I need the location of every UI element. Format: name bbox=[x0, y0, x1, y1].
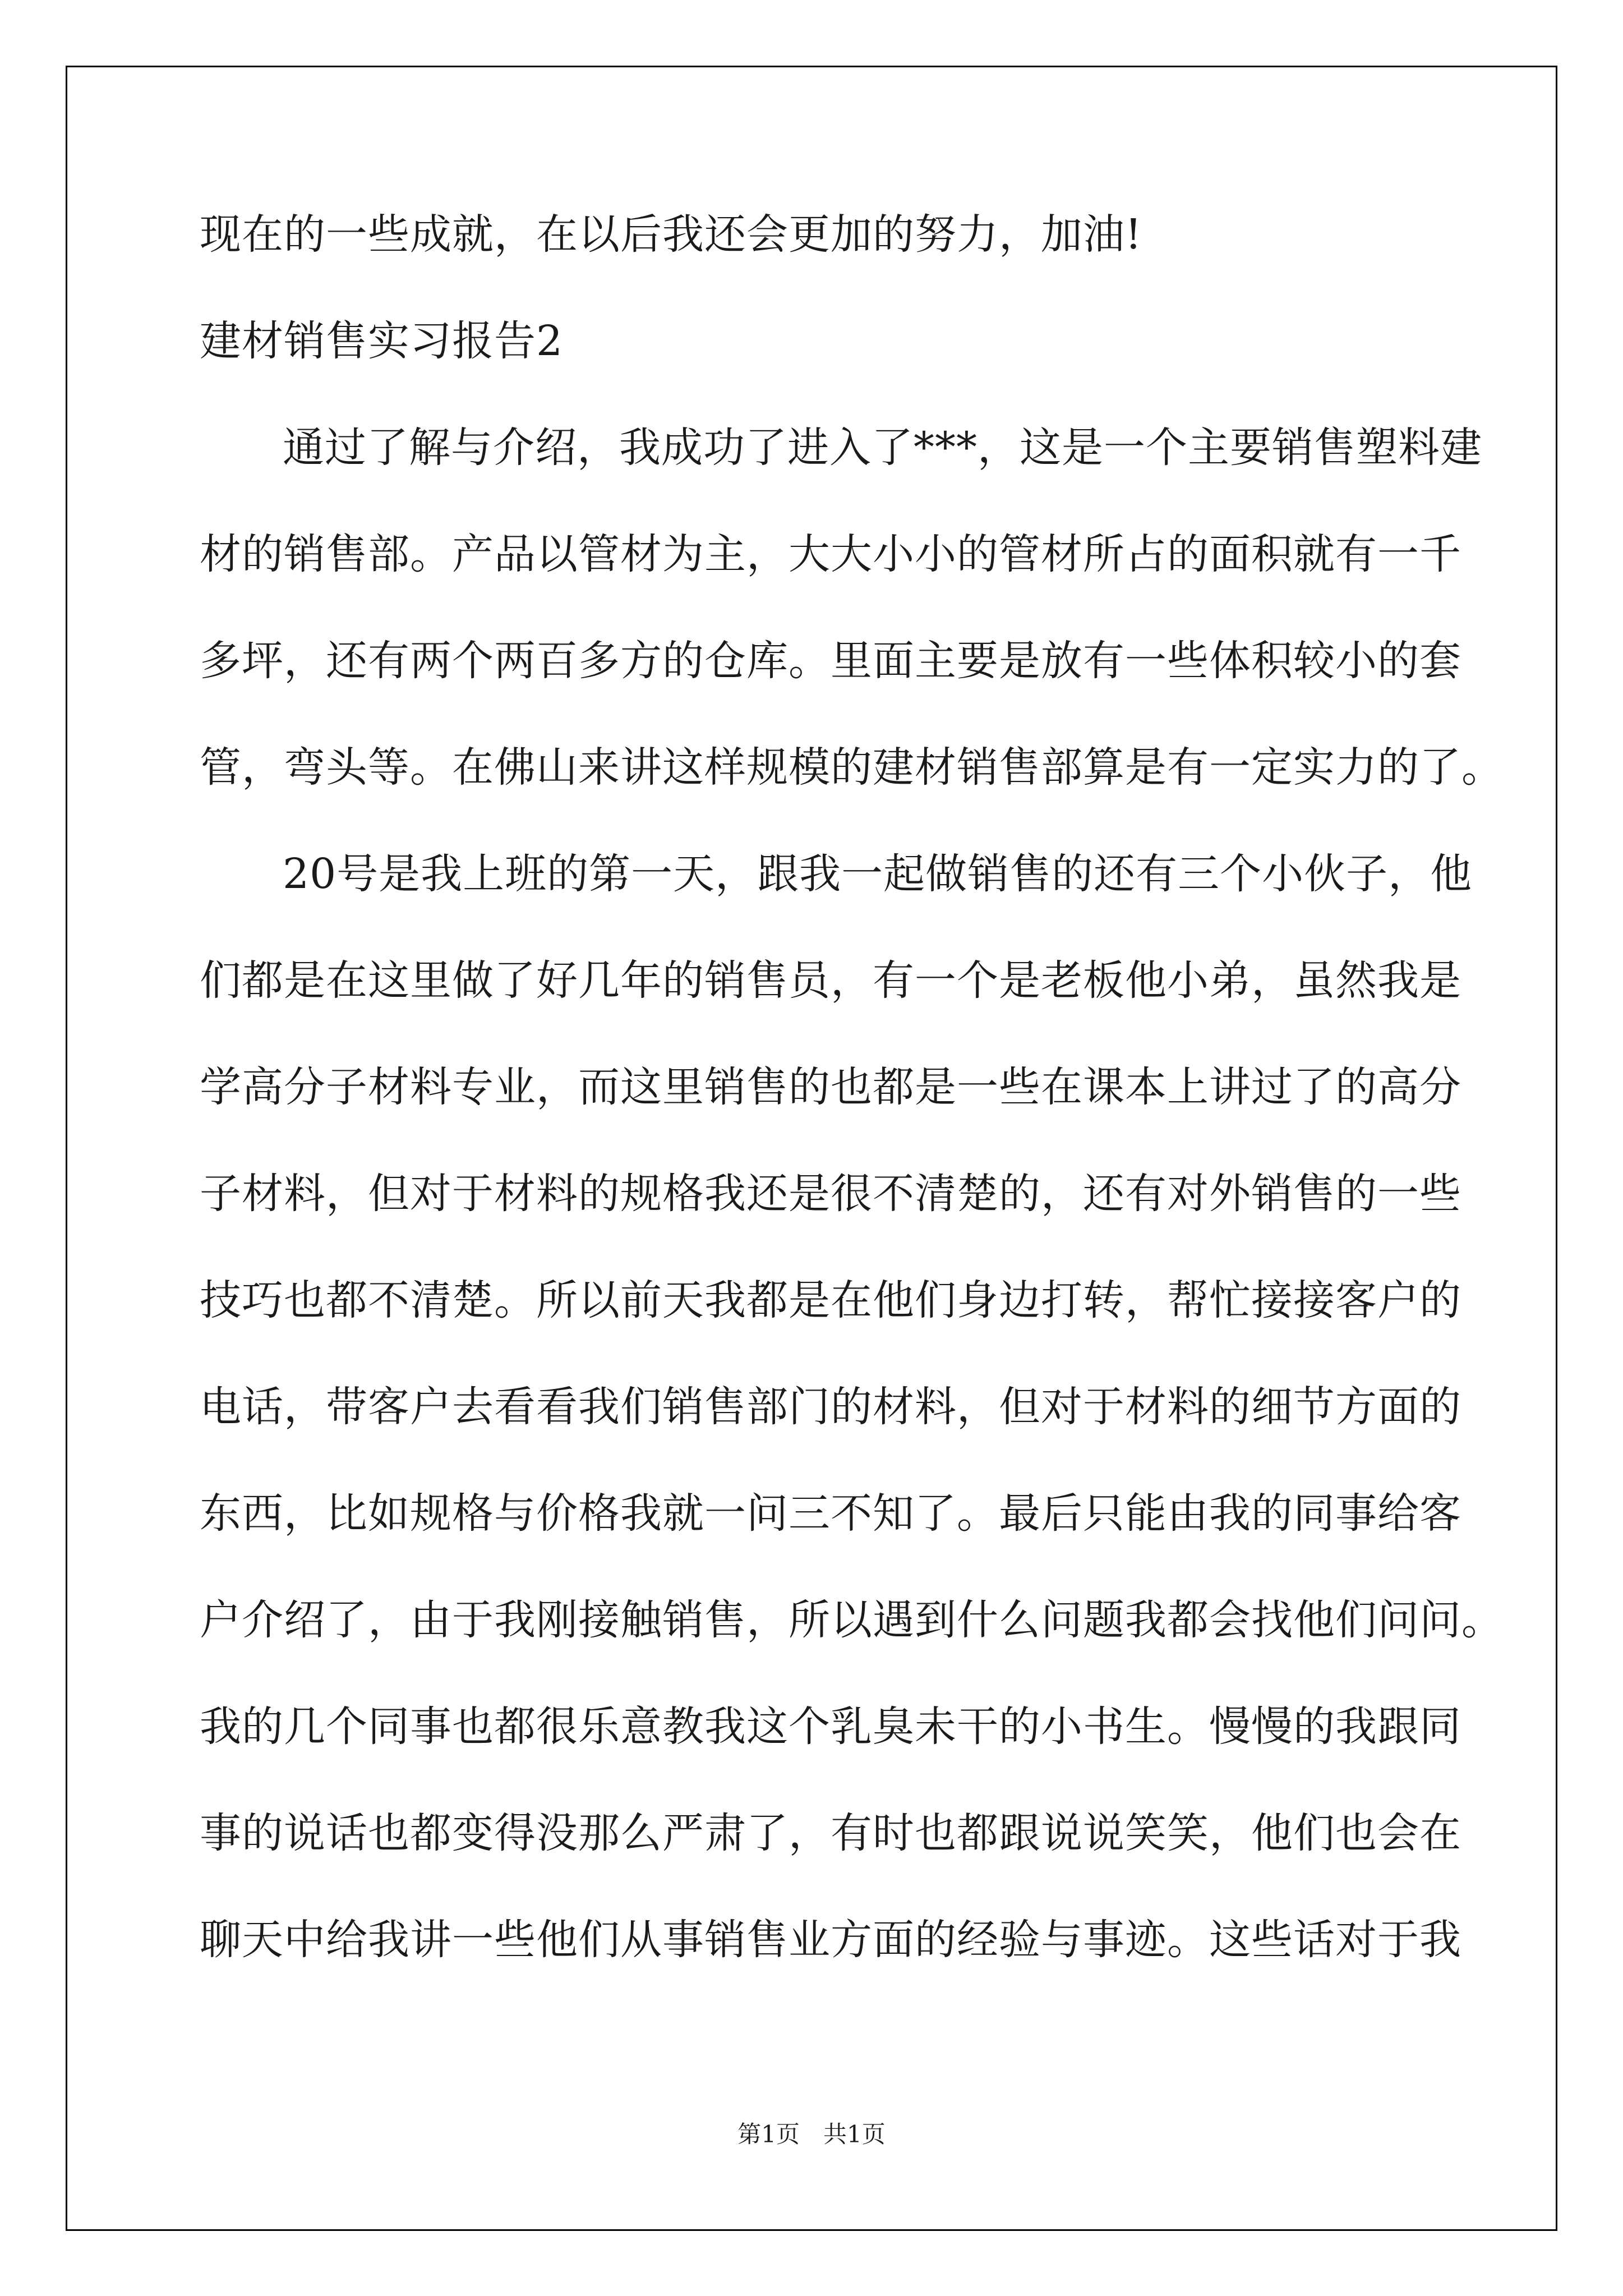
text-line: 现在的一些成就，在以后我还会更加的努力，加油! bbox=[200, 210, 1142, 259]
paragraph-line: 们都是在这里做了好几年的销售员，有一个是老板他小弟，虽然我是 bbox=[200, 956, 1461, 1005]
paragraph-line: 管，弯头等。在佛山来讲这样规模的建材销售部算是有一定实力的了。 bbox=[200, 743, 1504, 792]
section-heading: 建材销售实习报告2 bbox=[200, 317, 564, 365]
paragraph-line: 户介绍了，由于我刚接触销售，所以遇到什么问题我都会找他们问问。 bbox=[200, 1596, 1504, 1644]
paragraph-line: 子材料，但对于材料的规格我还是很不清楚的，还有对外销售的一些 bbox=[200, 1170, 1461, 1218]
paragraph-line: 东西，比如规格与价格我就一问三不知了。最后只能由我的同事给客 bbox=[200, 1489, 1461, 1538]
page-border bbox=[66, 66, 1557, 2231]
paragraph-line: 事的说话也都变得没那么严肃了，有时也都跟说说笑笑，他们也会在 bbox=[200, 1809, 1461, 1857]
paragraph-line: 我的几个同事也都很乐意教我这个乳臭未干的小书生。慢慢的我跟同 bbox=[200, 1703, 1461, 1751]
paragraph-line: 20号是我上班的第一天，跟我一起做销售的还有三个小伙子，他 bbox=[283, 850, 1473, 898]
paragraph-line: 学高分子材料专业，而这里销售的也都是一些在课本上讲过了的高分 bbox=[200, 1063, 1461, 1111]
paragraph-line: 材的销售部。产品以管材为主，大大小小的管材所占的面积就有一千 bbox=[200, 530, 1461, 578]
paragraph-line: 电话，带客户去看看我们销售部门的材料，但对于材料的细节方面的 bbox=[200, 1383, 1461, 1431]
paragraph-line: 技巧也都不清楚。所以前天我都是在他们身边打转，帮忙接接客户的 bbox=[200, 1276, 1461, 1324]
paragraph-line: 通过了解与介绍，我成功了进入了***，这是一个主要销售塑料建 bbox=[283, 424, 1482, 472]
paragraph-line: 聊天中给我讲一些他们从事销售业方面的经验与事迹。这些话对于我 bbox=[200, 1916, 1461, 1964]
page-number-footer: 第1页 共1页 bbox=[737, 2120, 886, 2148]
paragraph-line: 多坪，还有两个两百多方的仓库。里面主要是放有一些体积较小的套 bbox=[200, 637, 1461, 685]
